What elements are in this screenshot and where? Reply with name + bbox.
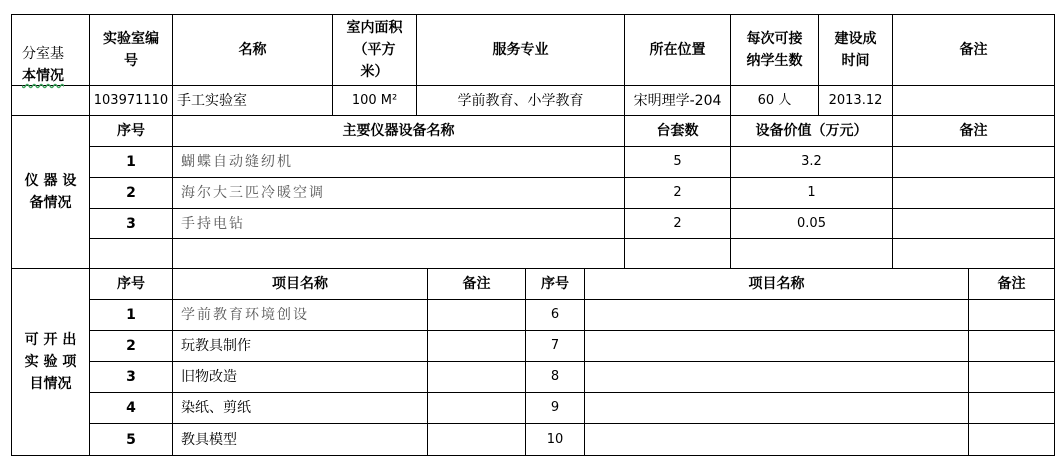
exp-row-name-right: [585, 393, 968, 423]
section-basic-label-line1: 分室基: [22, 46, 64, 62]
equip-header-remark: 备注: [959, 123, 988, 139]
section-equipment-label: 仪 器 设 备情况: [24, 173, 77, 211]
exp-header-name-left: 项目名称: [272, 276, 328, 292]
equip-row-value: 3.2: [801, 154, 822, 169]
equip-row-value: 1: [807, 185, 816, 200]
location-value: 宋明理学-204: [633, 92, 722, 109]
exp-header-remark-right: 备注: [997, 276, 1026, 292]
equip-header-value: 设备价值（万元）: [755, 123, 868, 139]
exp-row-remark-right: [969, 331, 1054, 361]
capacity-value: 60 人: [757, 92, 792, 108]
exp-row-seq-left: 4: [126, 400, 136, 416]
equip-row-remark: [893, 178, 1054, 208]
section-basic-info-label: [12, 15, 89, 115]
equip-header-qty: 台套数: [656, 123, 699, 139]
exp-row-remark-left: [428, 331, 525, 361]
header-built: 建设成 时间: [834, 31, 877, 69]
exp-row-remark-left: [428, 300, 525, 330]
table-border: [11, 455, 1055, 456]
section-experiments-label: 可 开 出 实 验 项 目情况: [24, 332, 77, 392]
exp-row-seq-left: 3: [126, 369, 136, 385]
lab-no-value: 103971110: [93, 92, 169, 108]
exp-row-remark-right: [969, 362, 1054, 392]
exp-row-remark-left: [428, 393, 525, 423]
exp-row-name-right: [585, 424, 968, 455]
area-value: 100 M²: [351, 92, 398, 108]
exp-row-name-right: [585, 300, 968, 330]
equip-row-seq: 2: [126, 185, 136, 201]
exp-row-name-right: [585, 362, 968, 392]
equip-row-seq: 1: [126, 154, 136, 170]
equip-row-remark: [893, 209, 1054, 238]
exp-row-seq-left: 5: [126, 431, 136, 448]
exp-row-seq-right: 7: [550, 338, 560, 353]
lab-name-value: 手工实验室: [177, 92, 247, 109]
exp-row-seq-right: 9: [550, 400, 560, 415]
exp-row-name-right: [585, 331, 968, 361]
equip-header-name: 主要仪器设备名称: [342, 123, 455, 139]
exp-header-seq-left: 序号: [117, 276, 145, 292]
exp-header-name-right: 项目名称: [748, 276, 805, 292]
equip-row-qty: 2: [673, 185, 682, 200]
equip-row-qty: [625, 239, 730, 268]
exp-row-name-left: 玩教具制作: [181, 338, 251, 354]
equip-row-name: [173, 239, 624, 268]
header-name: 名称: [238, 42, 267, 58]
exp-row-remark-right: [969, 424, 1054, 455]
header-area: 室内面积 （平方 米）: [346, 20, 403, 80]
exp-row-remark-right: [969, 393, 1054, 423]
exp-row-name-left: 旧物改造: [181, 369, 237, 385]
exp-row-seq-left: 2: [126, 338, 136, 354]
equip-row-value: [731, 239, 892, 268]
built-value: 2013.12: [828, 92, 883, 108]
equip-row-value: 0.05: [797, 215, 826, 231]
equip-row-name: 海尔大三匹冷暖空调: [181, 185, 325, 201]
exp-header-seq-right: 序号: [541, 276, 569, 292]
exp-row-name-left: 学前教育环境创设: [181, 307, 309, 323]
exp-row-seq-left: 1: [126, 307, 136, 323]
exp-row-remark-right: [969, 300, 1054, 330]
header-capacity: 每次可接 纳学生数: [746, 31, 803, 69]
header-location: 所在位置: [649, 42, 706, 58]
header-major: 服务专业: [492, 42, 549, 58]
exp-row-name-left: 染纸、剪纸: [181, 400, 251, 416]
equip-row-remark: [893, 239, 1054, 268]
equip-row-name: 手持电钻: [181, 215, 245, 232]
exp-header-remark-left: 备注: [462, 276, 491, 292]
equip-row-seq: [90, 239, 172, 268]
section-basic-label-line2: 本情况: [22, 68, 64, 84]
exp-row-seq-right: 10: [546, 431, 564, 447]
exp-row-name-left: 教具模型: [181, 431, 237, 448]
equip-row-remark: [893, 147, 1054, 177]
remark-value: [893, 86, 1054, 115]
equip-header-seq: 序号: [117, 123, 145, 139]
exp-row-seq-right: 6: [550, 307, 560, 322]
exp-row-remark-left: [428, 424, 525, 455]
equip-row-name: 蝴蝶自动缝纫机: [181, 154, 293, 170]
exp-row-seq-right: 8: [550, 369, 560, 384]
header-remark: 备注: [959, 42, 988, 58]
equip-row-qty: 5: [673, 154, 682, 169]
table-border: [1054, 14, 1055, 456]
equip-row-qty: 2: [673, 215, 682, 231]
equip-row-seq: 3: [126, 215, 136, 232]
header-lab-no: 实验室编 号: [103, 31, 159, 69]
exp-row-remark-left: [428, 362, 525, 392]
major-value: 学前教育、小学教育: [457, 92, 584, 109]
